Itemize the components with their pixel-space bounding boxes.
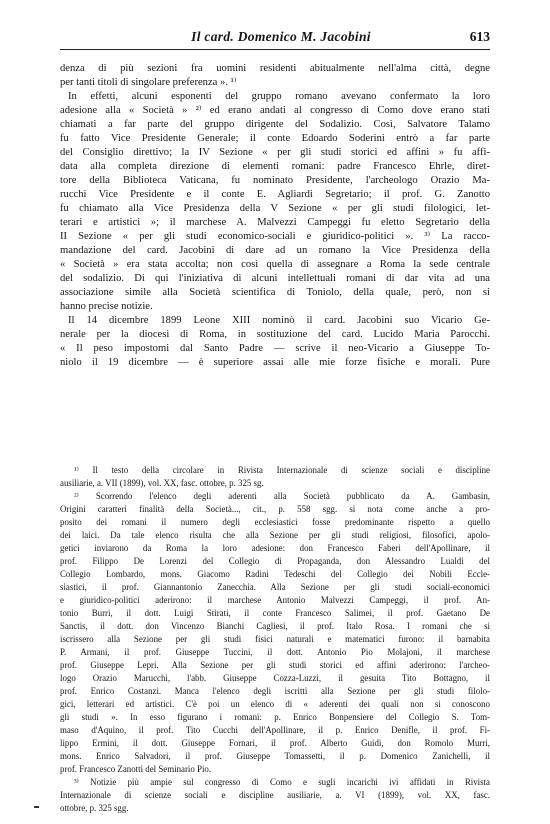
footnote-line: lippo Ermini, il dott. Giuseppe Fornari, il prof. Alberto Guidi, don Romolo Murri,: [60, 738, 490, 748]
text-line: niolo il 19 dicembre — è superiore assai alle mie forze fisiche e morali. Pure: [60, 357, 490, 368]
footnote-line: Internazionale di scienze sociali e discipline ausiliarie, a. VI (1899), vol. XX, fasc.: [60, 790, 490, 800]
footnote-line: Collegio Lombardo, mons. Giacomo Radini Tedeschi del Collegio dei Nobili Eccle-: [60, 569, 490, 579]
footnote-line: gli studi ». In esso figurano i romani: p. Enrico Bonpensiere del Collegio S. Tom-: [60, 712, 490, 722]
footnote-line: Sanctis, il dott. don Vincenzo Bianchi Cagliesi, il prof. Italo Rosa. I romani che si: [60, 621, 490, 631]
page-number: 613: [469, 29, 490, 44]
footnote-line: prof. Giuseppe Lepri. Alla Sezione per gli studi storici ed affini aderirono: l'archeo-: [60, 660, 490, 670]
footnote-line: ²⁾ Scorrendo l'elenco degli aderenti alla Società pubblicato da A. Gambasin,: [74, 491, 490, 501]
text-line: denza di più sezioni fra uomini residenti abitualmente nell'alma città, degne: [60, 63, 490, 74]
footnote-line: iscrissero alla Sezione per gli studi fisici naturali e matematici furono: il barnabita: [60, 634, 490, 644]
text-line: hanno precise notizie.: [60, 301, 153, 312]
footnote-line: gici, letterari ed artistici. C'è poi un elenco di « aderenti dei quali non si conoscono: [60, 699, 490, 709]
text-line: mandazione del card. Jacobini di dare ad un romano la Vice Presidenza della: [60, 245, 490, 256]
footnote-line: maso d'Aquino, il prof. Tito Cucchi dell'Apollinare, il p. Enrico Denifle, il prof. Fi-: [60, 725, 490, 735]
text-line: fu fatto Vice Presidente Generale; il conte Edoardo Soderini entrò a far parte: [60, 133, 490, 144]
running-title: Il card. Domenico M. Jacobini: [191, 29, 371, 44]
text-line: II Sezione « per gli studi economico-sociali e giuridico-politici ». ³⁾ La racco-: [60, 231, 490, 242]
footnote-line: P. Armani, il prof. Giuseppe Tuccini, il dott. Antonio Pio Molajoni, il marchese: [60, 647, 490, 657]
footnote-line: siastici, il prof. Giannantonio Zanecchia. Alla Sezione per gli studi sociali-economici: [60, 582, 490, 592]
footnote-line: ³⁾ Notizie più ampie sul congresso di Como e sugli incarichi ivi affidati in Rivista: [74, 777, 490, 787]
text-line: per tanti titoli di singolare preferenza ». ¹⁾: [60, 77, 237, 88]
footnote-line: dei laici. Da tale elenco risulta che alla Sezione per gli studi religiosi, filosofici, apolo-: [60, 530, 490, 540]
text-line: chiamati a far parte del gruppo dirigente del Sodalizio. Così, Salvatore Talamo: [60, 119, 490, 130]
page-header: [60, 29, 490, 50]
footnote-line: prof. Francesco Zanotti del Seminario Pio.: [60, 764, 212, 774]
footnote-line: prof. Enrico Costanzi. Manca l'elenco degli iscritti alla Sezione per gli studi filolo-: [60, 686, 490, 696]
footnote-line: mons. Enrico Salvadori, il prof. Giuseppe Tomassetti, il p. Domenico Zanichelli, il: [60, 751, 490, 761]
text-line: « Società » era stata accolta; non così quella di assegnare a Roma la sede centrale: [60, 259, 490, 270]
text-line: Il 14 dicembre 1899 Leone XIII nominò il card. Jacobini suo Vicario Ge-: [68, 315, 490, 326]
footnote-line: Origini caratteri finalità della Società..., cit., p. 558 sgg. si nota come anche a pro-: [60, 504, 490, 514]
text-line: nerale per la diocesi di Roma, in sostituzione del card. Lucido Maria Parocchi.: [60, 329, 490, 340]
page-mark: [34, 806, 39, 808]
footnote-line: ottobre, p. 325 sgg.: [60, 803, 129, 813]
text-line: « Il peso impostomi dal Santo Padre — scrive il neo-Vicario a Giuseppe To-: [60, 343, 490, 354]
text-line: fu chiamato alla Vice Presidenza della V Sezione « per gli studi filologici, let-: [60, 203, 490, 214]
footnote-line: e giuridico-politici aderirono: il marchese Antonio Malvezzi Campeggi, il prof. An-: [60, 595, 490, 605]
text-line: del sodalizio. Di qui l'iniziativa di alcuni intellettuali romani di dar vita ad una: [60, 273, 490, 284]
text-line: tore della Biblioteca Vaticana, fu nominato Presidente, l'archeologo Orazio Ma-: [60, 175, 490, 186]
text-line: del Consiglio direttivo; la IV Sezione « per gli studi storici ed affini » fu affi-: [60, 147, 490, 158]
footnotes: [60, 464, 490, 815]
footnote-line: prof. Filippo De Lorenzi del Collegio di Propaganda, don Alessandro Lualdi del: [60, 556, 490, 566]
text-line: data alla completa direzione di elementi romani: padre Francesco Ehrle, diret-: [60, 161, 490, 172]
footnote-line: posito dei romani il numero degli ecclesiastici fosse predominante rispetto a quello: [60, 517, 490, 527]
footnote-line: getici inviarono da Roma la loro adesione: don Francesco Faberi dell'Apollinare, il: [60, 543, 490, 553]
text-line: rucchi Vice Presidente e il conte E. Agliardi Segretario; il prof. G. Zanotto: [60, 189, 490, 200]
footnote-line: ¹⁾ Il testo della circolare in Rivista Internazionale di scienze sociali e discipline: [74, 465, 490, 475]
footnote-line: ausiliarie, a. VII (1899), vol. XX, fasc. ottobre, p. 325 sg.: [60, 478, 264, 488]
text-line: terari e artistici »; il marchese A. Malvezzi Campeggi fu eletto Segretario della: [60, 217, 490, 228]
text-line: adesione alla « Società » ²⁾ ed erano andati al congresso di Como dove erano stati: [60, 105, 490, 116]
footnote-line: tonio Burri, il dott. Luigi Stirati, il conte Francesco Salimei, il prof. Gaetano De: [60, 608, 490, 618]
text-line: associazione simile alla Società scientifica di Toniolo, della quale, però, non si: [60, 287, 490, 298]
text-line: In effetti, alcuni esponenti del gruppo romano avevano confermato la loro: [68, 91, 490, 102]
footnote-line: logo Orazio Marucchi, l'abb. Giuseppe Cozza-Luzzi, il gesuita Tito Bottagno, il: [60, 673, 490, 683]
main-text: [60, 62, 490, 370]
